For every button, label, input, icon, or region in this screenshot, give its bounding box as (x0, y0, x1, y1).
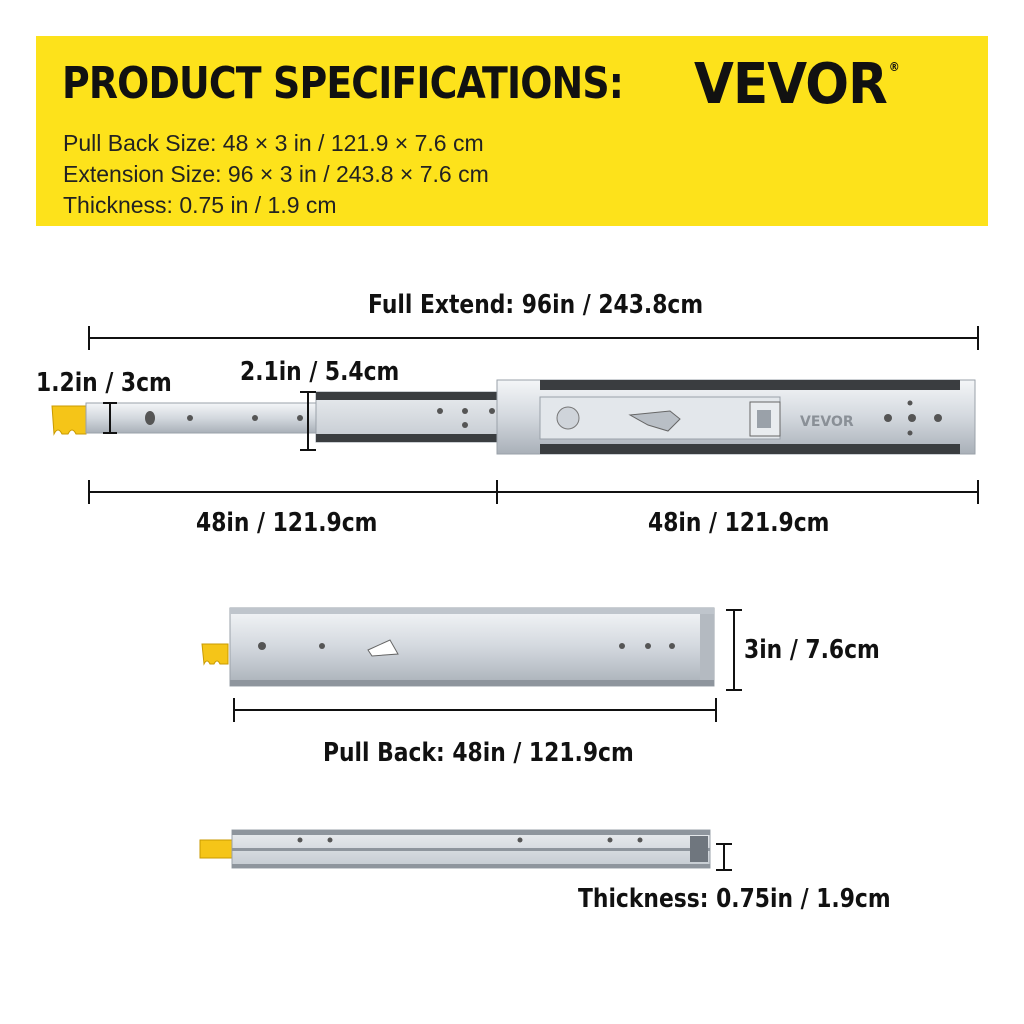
brand-name: VEVOR (694, 52, 887, 117)
mid-height-label: 2.1in / 5.4cm (240, 357, 400, 387)
height-dimension (726, 610, 742, 690)
pull-back-label: Pull Back: 48in / 121.9cm (323, 738, 634, 768)
spec-pull-back-size: Pull Back Size: 48 × 3 in / 121.9 × 7.6 cm (63, 130, 484, 156)
full-extend-dimension (89, 326, 978, 350)
pull-back-slide (202, 608, 714, 686)
rail-stamp: VEVOR (800, 414, 854, 430)
banner-title: PRODUCT SPECIFICATIONS: (62, 58, 624, 109)
half-length-dimensions (89, 480, 978, 504)
spec-thickness: Thickness: 0.75 in / 1.9 cm (63, 192, 337, 218)
spec-extension-size: Extension Size: 96 × 3 in / 243.8 × 7.6 cm (63, 161, 489, 187)
extended-slide (52, 380, 975, 454)
pull-back-dimension (234, 698, 716, 722)
right-half-label: 48in / 121.9cm (648, 508, 830, 538)
end-height-label: 1.2in / 3cm (36, 368, 172, 398)
thickness-slide (200, 830, 710, 868)
thickness-label: Thickness: 0.75in / 1.9cm (578, 884, 891, 914)
height-label: 3in / 7.6cm (744, 635, 880, 665)
full-extend-label: Full Extend: 96in / 243.8cm (368, 290, 704, 320)
left-half-label: 48in / 121.9cm (196, 508, 378, 538)
registered-mark: ® (888, 60, 899, 74)
thickness-dimension (716, 844, 732, 870)
